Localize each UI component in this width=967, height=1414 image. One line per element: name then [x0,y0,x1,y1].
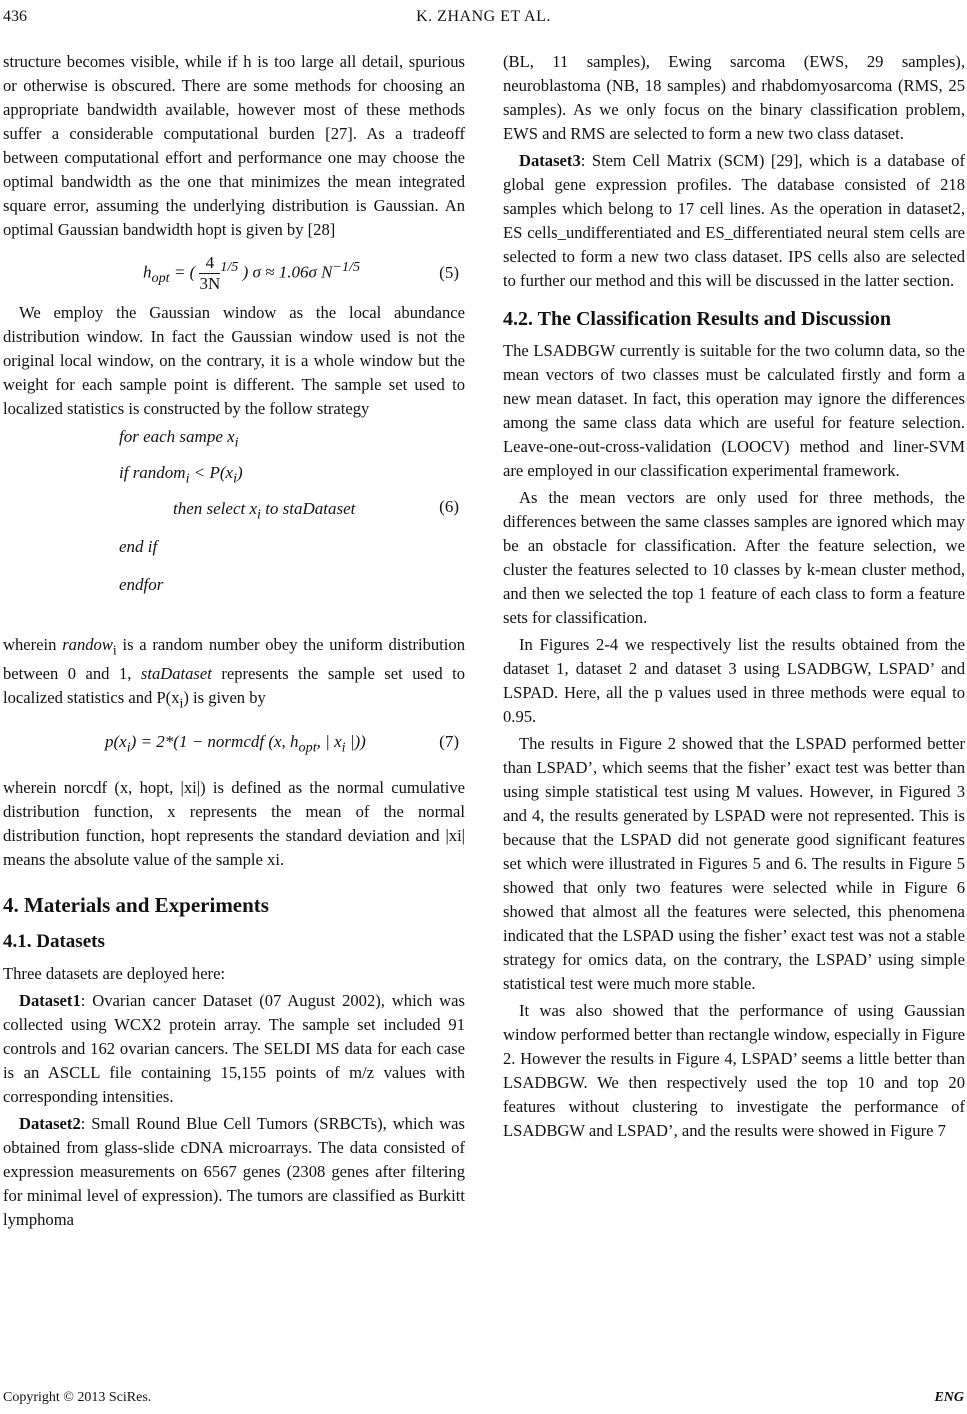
algo-line-4: end if [119,537,158,556]
paragraph-dataset1 [3,989,465,1109]
subsection-heading-datasets: 4.1. Datasets [3,930,105,952]
p3-sub2: i [179,695,184,711]
eq7-c: , | x [316,731,342,751]
eq5-lhs-sub: opt [151,269,170,286]
p3-b: is a random number obey the uniform distribution between 0 and 1, [3,635,465,684]
page-number: 436 [3,8,27,25]
algo-l3b-text: to staDataset [260,499,356,518]
eq5-frac-num: 4 [199,253,220,274]
eq5-expr: = ( [173,262,196,282]
algo-line-3 [173,497,355,526]
dataset1-label: Dataset1 [19,990,81,1010]
algo-l2-text: if random [119,463,186,482]
equation-6-number: (6) [439,497,459,516]
p3-stadataset: staDataset [140,664,212,684]
journal-abbrev: ENG [934,1390,964,1405]
paragraph-dataset2 [3,1112,465,1232]
eq7-c-sub: i [341,739,346,756]
paragraph-mean-vectors: As the mean vectors are only used for three methods, the differences between the same classes samples are ignored which may be an obstacle for classification. After the feature selection, we cluster the features selected to 10 classes by k-mean cluster method, and then we selected the top 1 feature of each class to form a feature sets for classification. [503,488,965,627]
dataset3-label: Dataset3 [519,151,581,170]
paragraph-figures-2-4: In Figures 2-4 we respectively list the results obtained from the dataset 1, dataset 2 and dataset 3 using LSADBGW, LSPAD’ and LSPAD. Here, all the p values used in three methods were equal to 0.95. [503,635,965,726]
p3-c: represents the sample set used to localized statistics and P(x [3,664,465,708]
paragraph-figure-2-results: The results in Figure 2 showed that the LSPAD performed better than LSPAD’, which seems that the fisher’ exact test was better than using simple statistical test using M values. However, in Figured 3 and 4, the results generated by LSPAD were not represented. This is because that the LSPAD did not generate good significant features set which were illustrated in Figures 5 and 6. The results in Figure 5 showed that only two features were selected while in Figure 6 showed that almost all the features were selected, this phenomena indicated that the LSPAD using the fisher’ exact test was not a stable strategy for omics data, on the contrary, the LSPAD’ using simple statistical test were much more stable. [503,734,965,993]
paragraph-dataset2-cont: (BL, 11 samples), Ewing sarcoma (EWS, 29 samples), neuroblastoma (NB, 18 samples) and rhabdomyosarcoma (RMS, 25 samples). As we only focus on the binary classification problem, EWS and RMS are selected to form a new two class dataset. [503,52,965,143]
right-column [503,50,965,1146]
eq5-fraction [199,253,220,294]
eq5-lhs: h [143,262,152,282]
paragraph-bandwidth: structure becomes visible, while if h is too large all detail, spurious or otherwise is obscured. There are some methods for choosing an appropriate bandwidth available, however most of these methods suffer a considerable computational burden [27]. As a tradeoff between computational effort and performance one may choose the optimal bandwidth as the one that minimizes the mean integrated square error, assuming the underlying distribution is Gaussian. An optimal Gaussian bandwidth hopt is given by [28] [3,52,465,239]
eq5-exp1: 1/5 [220,258,239,275]
paragraph-dataset3 [503,149,965,293]
p3-randow: randow [62,635,113,654]
algo-line-2 [119,461,243,490]
algo-l2-sub: i [185,470,190,487]
equation-7-body [105,730,366,759]
algo-l2b-sub: i [233,470,238,487]
dataset3-text: : Stem Cell Matrix (SCM) [29], which is a database of global gene expression profiles. The database consisted of 218 samples which belong to 17 cell lines. As the operation in dataset2, ES cells_undifferentiated and ES_differentiated neural stem cells are selected to form a new two class dataset. IPS cells also are selected to further our method and this will be discussed in the latter section. [503,151,965,290]
algo-line-5: endfor [119,575,164,594]
paragraph-wherein-random [3,633,465,716]
copyright: Copyright © 2013 SciRes. [3,1390,152,1405]
page-footer [3,1390,964,1406]
equation-6-algorithm [3,425,465,625]
section-heading-materials: 4. Materials and Experiments [3,892,269,917]
equation-7 [3,722,465,770]
dataset2-label: Dataset2 [19,1113,81,1133]
running-head: K. ZHANG ET AL. [416,8,551,25]
paragraph-gaussian-performance: It was also showed that the performance of using Gaussian window performed better than rectangle window, especially in Figure 2. However the results in Figure 4, LSPAD’ seems a little better than LSADBGW. We then respectively used the top 10 and top 20 features without clustering to investigate the performance of LSADBGW and LSPAD’, and the results were showed in Figure 7 [503,1001,966,1140]
algo-l1-sub: i [234,434,239,451]
p3-d: ) is given by [183,688,266,708]
algo-l2c-text: ) [237,463,243,482]
eq7-b-sub: opt [298,739,317,756]
algo-l3-sub: i [257,506,261,523]
eq7-a-sub: i [126,739,131,756]
dataset2-text: : Small Round Blue Cell Tumors (SRBCTs), which was obtained from glass-slide cDNA microarrays. The data consisted of expression measurements on 6567 genes (2308 genes after filtering for minimal level of expression). The tumors are classified as Burkitt lymphoma [3,1113,465,1229]
algo-l1-text: for each sampe x [119,427,235,446]
equation-7-number: (7) [439,731,459,751]
eq5-frac-den: 3N [199,274,221,293]
algo-line-1 [119,425,239,454]
algo-l3-text: then select x [173,499,258,518]
left-column [3,50,465,1235]
paragraph-lsadbgw: The LSADBGW currently is suitable for the two column data, so the mean vectors of two classes must be calculated firstly and form a new mean dataset. In fact, this operation may ignore the differences among the same class data which are useful for feature selection. Leave-one-out-cross-validation (LOOCV) method and liner-SVM are employed in our classification experimental framework. [503,341,965,480]
paragraph-three-datasets: Three datasets are deployed here: [3,963,226,983]
dataset1-text: : Ovarian cancer Dataset (07 August 2002), which was collected using WCX2 protein array. The sample set included 91 controls and 162 ovarian cancers. The SELDI MS data for each case is an ASCLL file containing 15,155 points of m/z values with corresponding intensities. [3,990,465,1106]
equation-5 [3,245,465,301]
subsection-heading-results: 4.2. The Classification Results and Discussion [503,308,892,330]
p3-a: wherein [3,635,63,654]
equation-5-number: (5) [439,263,459,282]
page-header [0,8,967,34]
eq5-exp2: −1/5 [332,258,361,275]
eq7-d: |)) [345,731,366,751]
paragraph-norcdf: wherein norcdf (x, hopt, |xi|) is defined as the normal cumulative distribution function, x represents the mean of the normal distribution function, hopt represents the standard deviation and |xi| means the absolute value of the sample xi. [3,777,465,869]
eq5-mid: ) σ ≈ 1.06σ N [242,262,333,282]
eq7-a: p(x [105,731,127,751]
eq7-b: ) = 2*(1 − normcdf (x, h [130,731,299,751]
algo-l2b-text: < P(x [189,463,234,482]
equation-5-body [143,253,360,294]
p3-sub: i [112,642,117,658]
paragraph-gaussian-window: We employ the Gaussian window as the local abundance distribution window. In fact the Gaussian window used is not the original local window, on the contrary, it is a whole window but the weight for each sample point is different. The sample set used to localized statistics is constructed by the follow strategy [3,303,465,418]
